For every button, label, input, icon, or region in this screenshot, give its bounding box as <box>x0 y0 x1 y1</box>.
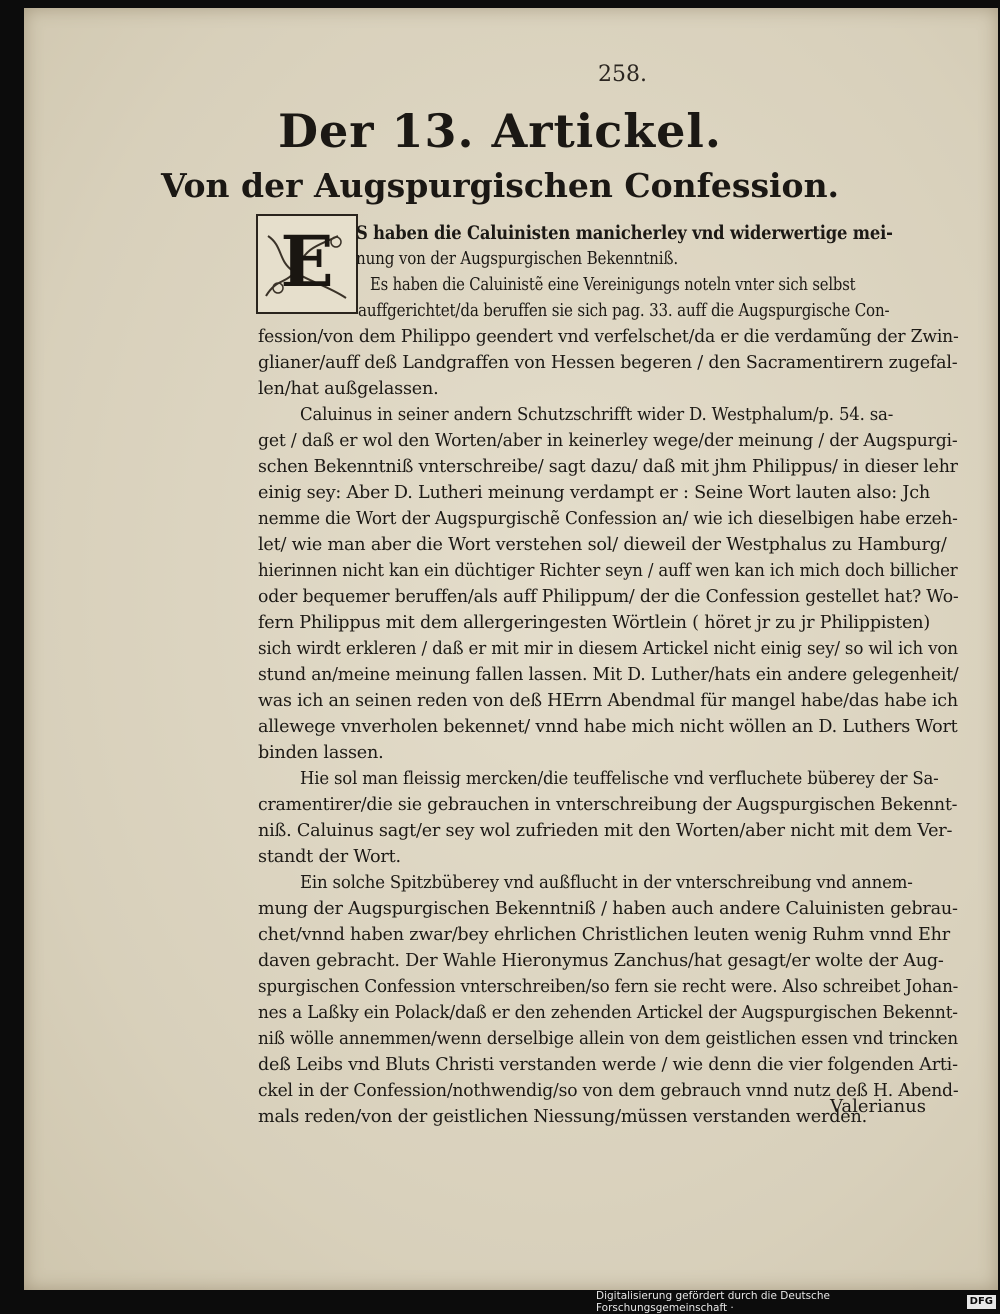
text-line: let/ wie man aber die Wort verstehen sol/ dieweil der Westphalus zu Hamburg/ <box>258 535 947 555</box>
text-line: cramentirer/die sie gebrauchen in vnterschreibung der Augspurgischen Bekennt- <box>258 795 958 815</box>
text-line: auffgerichtet/da beruffen sie sich pag. 33. auff die Augspurgische Con- <box>358 301 890 321</box>
text-line: nes a Laßky ein Polack/daß er den zehenden Artickel der Augspurgischen Bekennt- <box>258 1003 958 1023</box>
text-line: standt der Wort. <box>258 847 401 867</box>
text-line: deß Leibs vnd Bluts Christi verstanden werde / wie denn die vier folgenden Arti- <box>258 1055 958 1075</box>
dfg-logo: DFG <box>967 1295 996 1309</box>
text-line: Ein solche Spitzbüberey vnd außflucht in der vnterschreibung vnd annem- <box>300 873 913 893</box>
footer-credit <box>596 1292 1000 1312</box>
text-line: chet/vnnd haben zwar/bey ehrlichen Christlichen leuten wenig Ruhm vnnd Ehr <box>258 925 950 945</box>
initial-letter: E <box>280 220 334 303</box>
text-line: nung von der Augspurgischen Bekenntniß. <box>356 249 678 269</box>
text-line: Caluinus in seiner andern Schutzschrifft wider D. Westphalum/p. 54. sa- <box>300 405 894 425</box>
page-number: 258. <box>598 62 647 87</box>
text-line: S haben die Caluinisten manicherley vnd widerwertige mei- <box>356 222 893 244</box>
text-line: len/hat außgelassen. <box>258 379 439 399</box>
text-line: Es haben die Caluinistẽ eine Vereinigungs noteln vnter sich selbst <box>370 275 856 295</box>
text-line: niß. Caluinus sagt/er sey wol zufrieden mit den Worten/aber nicht mit dem Ver- <box>258 821 953 841</box>
text-line: get / daß er wol den Worten/aber in keinerley wege/der meinung / der Augspurgi- <box>258 431 958 451</box>
text-line: daven gebracht. Der Wahle Hieronymus Zanchus/hat gesagt/er wolte der Aug- <box>258 951 944 971</box>
article-heading: Der 13. Artickel. <box>278 104 722 158</box>
text-line: allewege vnverholen bekennet/ vnnd habe mich nicht wöllen an D. Luthers Wort <box>258 717 958 737</box>
text-line: Hie sol man fleissig mercken/die teuffelische vnd verfluchete büberey der Sa- <box>300 769 939 789</box>
text-line: fession/von dem Philippo geendert vnd verfelschet/da er die verdamũng der Zwin- <box>258 327 959 347</box>
text-line: einig sey: Aber D. Lutheri meinung verdampt er : Seine Wort lauten also: Jch <box>258 483 931 503</box>
text-line: spurgischen Confession vnterschreiben/so fern sie recht were. Also schreibet Johan- <box>258 977 959 997</box>
text-line: stund an/meine meinung fallen lassen. Mit D. Luther/hats ein andere gelegenheit/ <box>258 665 959 685</box>
catchword: Valerianus <box>830 1096 927 1117</box>
text-line: sich wirdt erkleren / daß er mit mir in diesem Artickel nicht einig sey/ so wil ich von <box>258 639 958 659</box>
text-line: niß wölle annemmen/wenn derselbige allein von dem geistlichen essen vnd trincken <box>258 1029 958 1049</box>
text-line: ckel in der Confession/nothwendig/so von dem gebrauch vnnd nutz deß H. Abend- <box>258 1081 959 1101</box>
text-line: glianer/auff deß Landgraffen von Hessen begeren / den Sacramentirern zugefal- <box>258 353 958 373</box>
text-line: binden lassen. <box>258 743 384 763</box>
text-line: was ich an seinen reden von deß HErrn Abendmal für mangel habe/das habe ich <box>258 691 958 711</box>
text-line: schen Bekenntniß vnterschreibe/ sagt dazu/ daß mit jhm Philippus/ in dieser lehr <box>258 457 958 477</box>
text-line: oder bequemer beruffen/als auff Philippum/ der die Confession gestellet hat? Wo- <box>258 587 959 607</box>
text-line: fern Philippus mit dem allergeringesten Wörtlein ( höret jr zu jr Philippisten) <box>258 613 931 633</box>
text-line: nemme die Wort der Augspurgischẽ Confession an/ wie ich dieselbigen habe erzeh- <box>258 509 958 529</box>
text-line: mals reden/von der geistlichen Niessung/müssen verstanden werden. <box>258 1107 867 1127</box>
footer-credit-text: Digitalisierung gefördert durch die Deutsche Forschungsgemeinschaft · <box>596 1290 830 1314</box>
article-subheading: Von der Augspurgischen Confession. <box>160 166 840 205</box>
text-line: hierinnen nicht kan ein düchtiger Richter seyn / auff wen kan ich mich doch billicher <box>258 561 958 581</box>
text-line: mung der Augspurgischen Bekenntniß / haben auch andere Caluinisten gebrau- <box>258 899 958 919</box>
decorated-initial <box>256 214 358 314</box>
